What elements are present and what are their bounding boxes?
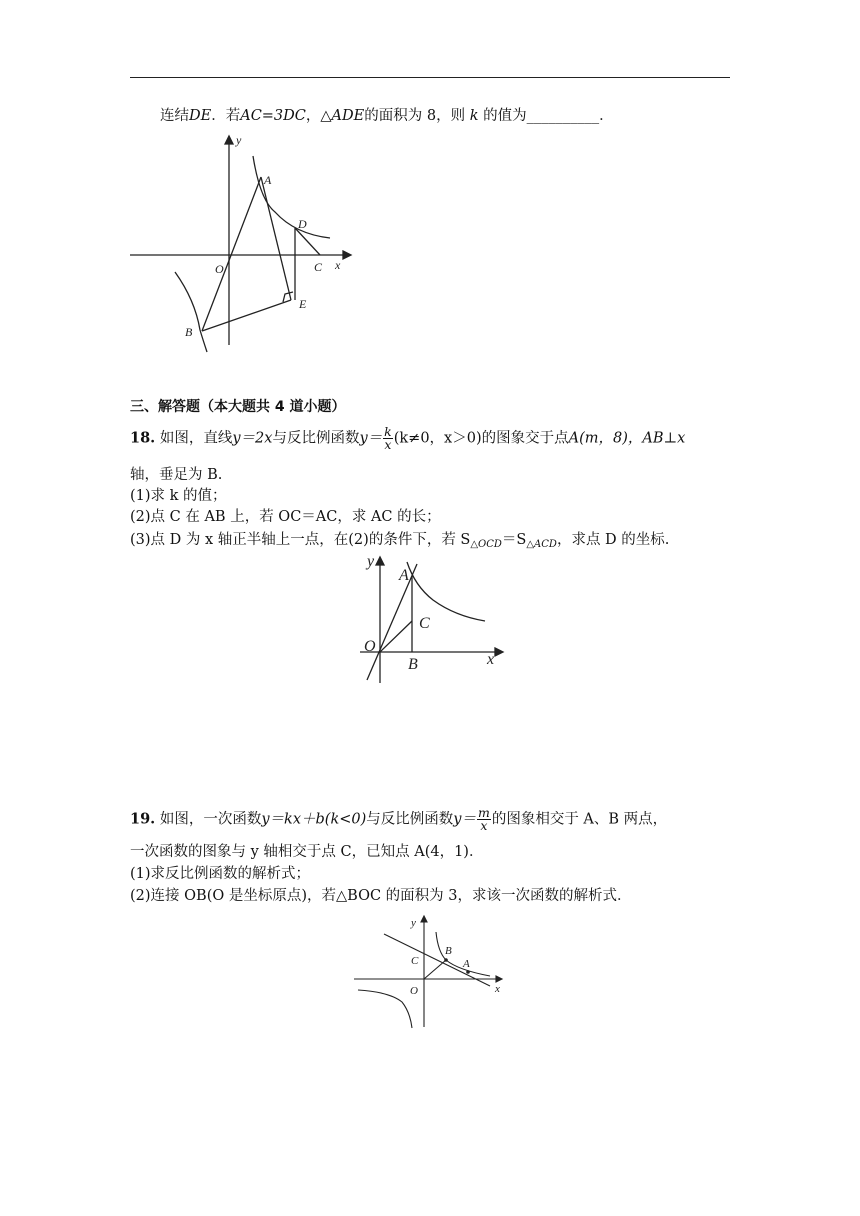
q17-line-dc — [295, 228, 320, 255]
q17-question-text — [160, 106, 614, 126]
q17-label-c: C — [314, 260, 323, 274]
q18-part-3b: ＝S — [501, 532, 527, 548]
q19-frac-den: x — [480, 818, 488, 833]
q18-figure — [355, 548, 505, 688]
q19-linear-eq: y＝kx＋b(k<0) — [261, 811, 367, 828]
q18-label-b: B — [408, 656, 418, 673]
q17-text-1: 连结 — [160, 108, 189, 124]
q18-label-a: A — [399, 567, 409, 584]
q17-label-o: O — [215, 262, 224, 276]
q18-part-1: (1)求 k 的值； — [130, 488, 227, 504]
q17-y-arrow — [225, 136, 233, 144]
q17-line-ab — [202, 177, 261, 331]
q19-label-y: y — [411, 917, 416, 929]
q19-text-1e: 的图象相交于 A、B 两点， — [491, 811, 668, 828]
q19-figure — [350, 912, 510, 1032]
q19-line-2: 一次函数的图象与 y 轴相交于点 C，已知点 A(4，1)． — [130, 844, 484, 860]
q17-label-a: A — [264, 173, 272, 187]
q18-part-3a: (3)点 D 为 x 轴正半轴上一点，在(2)的条件下，若 S — [130, 532, 471, 548]
q18-x-arrow — [495, 648, 503, 656]
q17-de: DE — [189, 108, 212, 124]
q19-label-x: x — [495, 983, 500, 995]
q18-label-c: C — [419, 615, 430, 632]
q18-text-1c: 与反比例函数 — [272, 430, 360, 447]
q18-hyperbola — [407, 562, 485, 621]
q17-figure — [125, 130, 360, 360]
q18-number: 18. — [130, 429, 156, 447]
q17-hyperbola-lower — [175, 272, 207, 352]
q19-number: 19. — [130, 810, 156, 828]
q18-y-arrow — [376, 557, 384, 565]
section-title: 三、解答题（本大题共 4 道小题） — [130, 399, 346, 415]
q19-part-1: (1)求反比例函数的解析式； — [130, 866, 311, 882]
q19-line-ob — [424, 960, 446, 979]
q19-hyperbola-lower — [358, 990, 412, 1028]
q17-text-4: 的面积为 8，则 — [364, 108, 466, 124]
q18-text-1a: 如图，直线 — [159, 430, 233, 447]
q19-y-eq: y＝ — [453, 811, 476, 828]
q18-label-y: y — [367, 553, 375, 570]
q18-sub-ocd: △OCD — [470, 539, 502, 550]
q18-line-eq: y＝2x — [232, 430, 273, 447]
q19-point-a — [466, 970, 470, 974]
q18-fraction — [383, 426, 393, 451]
q18-line-1 — [130, 426, 685, 451]
q17-text-5: 的值为__________． — [483, 108, 614, 124]
q17-label-b: B — [185, 325, 193, 339]
q17-hyperbola-upper — [253, 156, 330, 238]
q18-label-o: O — [364, 638, 376, 655]
q18-line-2: 轴，垂足为 B. — [130, 467, 223, 483]
q19-label-o: O — [410, 985, 418, 997]
q17-label-e: E — [299, 297, 307, 311]
q19-label-a: A — [463, 958, 470, 970]
q19-label-b: B — [445, 945, 452, 957]
q18-y-eq: y＝ — [359, 430, 383, 447]
q18-sub-acd: △ACD — [526, 539, 557, 550]
q19-part-2: (2)连接 OB(O 是坐标原点)，若△BOC 的面积为 3，求该一次函数的解析式． — [130, 888, 632, 904]
q17-label-y: y — [236, 133, 242, 147]
q17-line-be — [202, 300, 291, 331]
q17-label-d: D — [298, 217, 307, 231]
q19-fraction — [477, 807, 491, 832]
q17-text-2: ．若 — [211, 108, 241, 124]
q19-text-1c: 与反比例函数 — [366, 811, 454, 828]
q19-point-b — [444, 958, 448, 962]
q17-text-3: ，△ — [305, 108, 332, 124]
header-rule — [130, 77, 730, 78]
q19-y-arrow — [421, 916, 427, 922]
q19-line-1 — [130, 807, 667, 832]
q19-label-c: C — [411, 955, 419, 967]
q17-label-x: x — [335, 258, 341, 272]
q19-frac-num: m — [477, 805, 490, 820]
q19-text-1a: 如图，一次函数 — [159, 811, 262, 828]
q17-ade: ADE — [331, 108, 365, 124]
q17-line-ae — [261, 177, 291, 300]
q18-text-1e: (k≠0，x＞0)的图象交于点 — [393, 430, 569, 447]
q17-k: k — [469, 108, 479, 124]
q17-condition: AC=3DC — [240, 108, 306, 124]
q17-x-arrow — [343, 251, 351, 259]
q18-part-3c: ，求点 D 的坐标. — [556, 532, 670, 548]
q18-text-1f: A(m，8)，AB⊥x — [568, 430, 686, 447]
q18-label-x: x — [487, 651, 495, 668]
q19-x-arrow — [496, 976, 502, 982]
q18-frac-num: k — [384, 424, 392, 439]
q18-line-oc — [380, 621, 412, 652]
q18-part-2: (2)点 C 在 AB 上，若 OC＝AC，求 AC 的长； — [130, 509, 441, 525]
q18-frac-den: x — [384, 437, 392, 452]
